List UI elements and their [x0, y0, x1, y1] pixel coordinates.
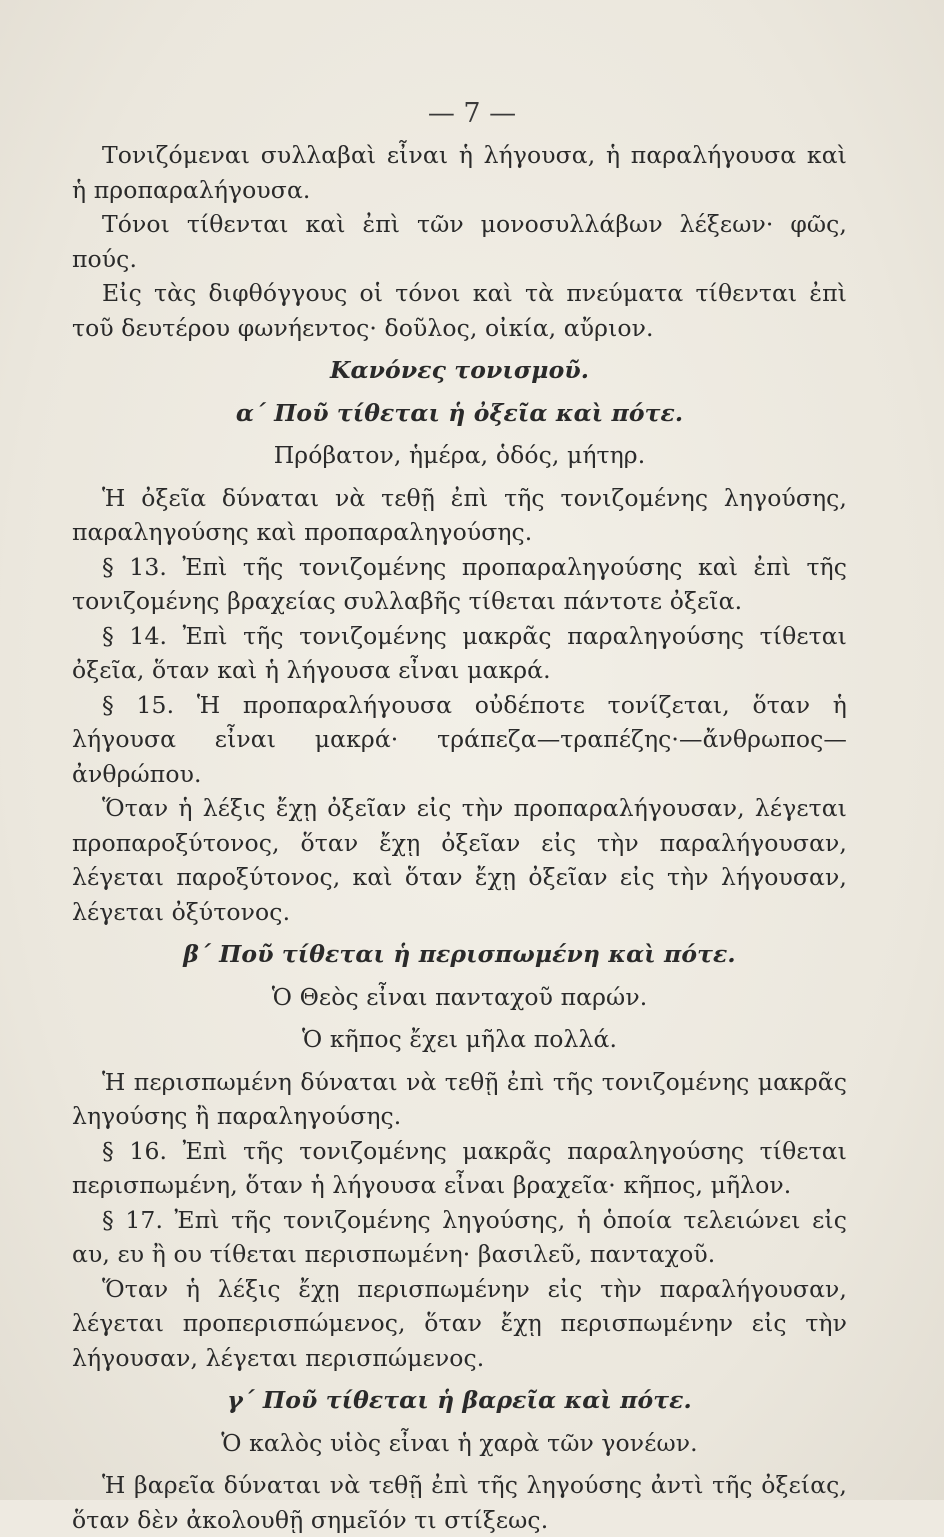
paragraph-diphthongs: Εἰς τὰς διφθόγγους οἱ τόνοι καὶ τὰ πνεύματα τίθενται ἐπὶ τοῦ δευτέρου φωνήεντος· δοῦλος, οἰκία, αὔριον.: [72, 279, 847, 342]
paragraph-13: § 13. Ἐπὶ τῆς τονιζομένης προπαραληγούσης καὶ ἐπὶ τῆς τονιζομένης βραχείας συλλαβῆς τίθεται πάντοτε ὀξεῖα.: [72, 552, 847, 615]
paragraph-grave-rule: Ἡ βαρεῖα δύναται νὰ τεθῇ ἐπὶ τῆς ληγούσης ἀντὶ τῆς ὀξείας, ὅταν δὲν ἀκολουθῇ σημεῖόν τι στίξεως.: [72, 1471, 847, 1534]
paragraph-circumflex-rule: Ἡ περισπωμένη δύναται νὰ τεθῇ ἐπὶ τῆς τονιζομένης μακρᾶς ληγούσης ἢ παραληγούσης.: [72, 1067, 847, 1130]
paragraph-monosyllables: Τόνοι τίθενται καὶ ἐπὶ τῶν μονοσυλλάβων λέξεων· φῶς, πούς.: [72, 210, 847, 273]
example-line: Πρόβατον, ἡμέρα, ὁδός, μήτηρ.: [273, 441, 646, 469]
spacer: [72, 473, 847, 481]
paragraph-16: § 16. Ἐπὶ τῆς τονιζομένης μακρᾶς παραληγούσης τίθεται περισπωμένη, ὅταν ἡ λήγουσα εἶναι βραχεῖα· κῆπος, μῆλον.: [72, 1136, 847, 1199]
subsection-heading-acute: α΄ Ποῦ τίθεται ἡ ὀξεῖα καὶ πότε.: [235, 398, 684, 427]
spacer: [72, 388, 847, 396]
spacer: [72, 345, 847, 353]
paragraph-stressed-syllables: Τονιζόμεναι συλλαβαὶ εἶναι ἡ λήγουσα, ἡ παραλήγουσα καὶ ἡ προπαραλήγουσα.: [72, 141, 847, 204]
paragraph-acute-rule: Ἡ ὀξεῖα δύναται νὰ τεθῇ ἐπὶ τῆς τονιζομένης ληγούσης, παραληγούσης καὶ προπαραληγούσης.: [72, 483, 847, 546]
example-line: Ὁ κῆπος ἔχει μῆλα πολλά.: [301, 1025, 618, 1053]
spacer: [72, 1418, 847, 1426]
spacer: [72, 972, 847, 980]
spacer: [72, 430, 847, 438]
example-line: Ὁ Θεὸς εἶναι πανταχοῦ παρών.: [271, 982, 648, 1011]
paragraph-perispomenon: Ὅταν ἡ λέξις ἔχῃ περισπωμένην εἰς τὴν παραλήγουσαν, λέγεται προπερισπώμενος, ὅταν ἔχῃ περισπωμένην εἰς τὴν λήγουσαν, λέγεται περισπώμενος.: [72, 1274, 847, 1372]
section-heading: Κανόνες τονισμοῦ.: [329, 356, 590, 384]
spacer: [72, 1375, 847, 1383]
page-body: [72, 138, 847, 1537]
paragraph-17: § 17. Ἐπὶ τῆς τονιζομένης ληγούσης, ἡ ὁποία τελειώνει εἰς αυ, ευ ἢ ου τίθεται περισπωμένη· βασιλεῦ, πανταχοῦ.: [72, 1205, 847, 1268]
subsection-heading-circumflex: β΄ Ποῦ τίθεται ἡ περισπωμένη καὶ πότε.: [183, 940, 736, 968]
example-line: Ὁ καλὸς υἱὸς εἶναι ἡ χαρὰ τῶν γονέων.: [221, 1428, 698, 1457]
spacer: [72, 1014, 847, 1022]
page-number: — 7 —: [427, 98, 517, 129]
subsection-heading-grave: γ΄ Ποῦ τίθεται ἡ βαρεῖα καὶ πότε.: [227, 1386, 692, 1414]
paragraph-oxytone: Ὅταν ἡ λέξις ἔχῃ ὀξεῖαν εἰς τὴν προπαραλήγουσαν, λέγεται προπαροξύτονος, ὅταν ἔχῃ ὀξεῖαν εἰς τὴν παραλήγουσαν, λέγεται παροξύτονος, καὶ ὅταν ἔχῃ ὀξεῖαν εἰς τὴν λήγουσαν, λέγεται ὀξύτονος.: [72, 794, 847, 926]
paragraph-15: § 15. Ἡ προπαραλήγουσα οὐδέποτε τονίζεται, ὅταν ἡ λήγουσα εἶναι μακρά· τράπεζα—τραπέζης·—ἄνθρωπος—ἀνθρώπου.: [72, 690, 847, 788]
spacer: [72, 1057, 847, 1065]
spacer: [72, 929, 847, 937]
paragraph-14: § 14. Ἐπὶ τῆς τονιζομένης μακρᾶς παραληγούσης τίθεται ὀξεῖα, ὅταν καὶ ἡ λήγουσα εἶναι μακρά.: [72, 621, 847, 684]
spacer: [72, 1460, 847, 1468]
